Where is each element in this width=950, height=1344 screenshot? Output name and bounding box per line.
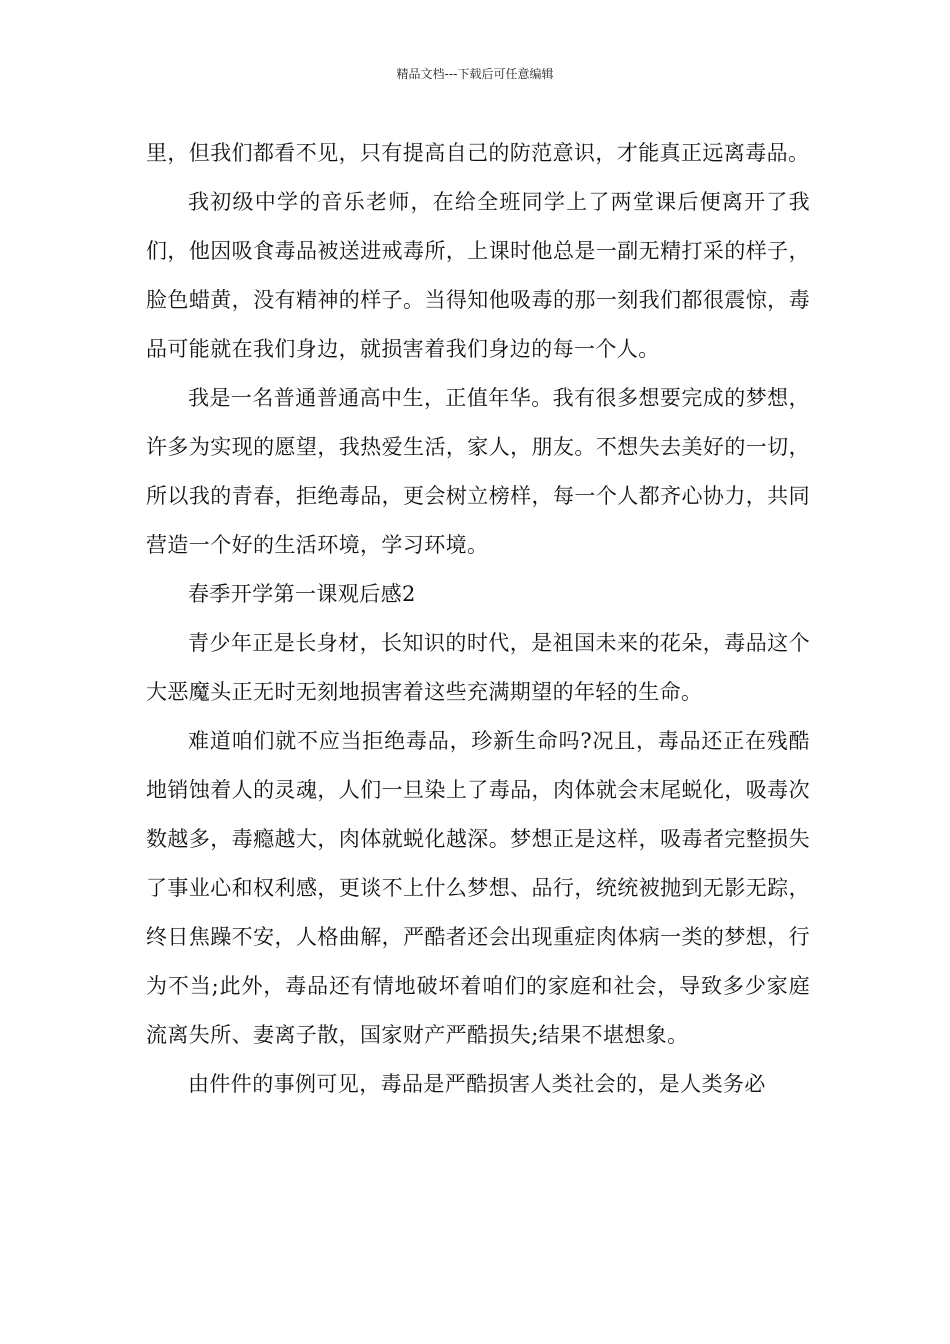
paragraph-continued: 里，但我们都看不见，只有提高自己的防范意识，才能真正远离毒品。 — [146, 141, 810, 165]
paragraph: 由件件的事例可见，毒品是严酷损害人类社会的，是人类务必 — [188, 1072, 766, 1096]
paragraph: 我初级中学的音乐老师，在给全班同学上了两堂课后便离开了我们，他因吸食毒品被送进戒毒所，上课时他总是一副无精打采的样子，脸色蜡黄，没有精神的样子。当得知他吸毒的那一刻我们都很震惊，毒品可能就在我们身边，就损害着我们身边的每一个人。 — [146, 190, 810, 361]
section-heading: 春季开学第一课观后感2 — [188, 582, 416, 606]
page-header: 精品文档---下载后可任意编辑 — [396, 67, 554, 81]
document-body — [146, 129, 810, 1109]
paragraph: 难道咱们就不应当拒绝毒品，珍新生命吗?况且，毒品还正在残酷地销蚀着人的灵魂，人们一旦染上了毒品，肉体就会末尾蜕化，吸毒次数越多，毒瘾越大，肉体就蜕化越深。梦想正是这样，吸毒者完整损失了事业心和权利感，更谈不上什么梦想、品行，统统被抛到无影无踪，终日焦躁不安，人格曲解，严酷者还会出现重症肉体病一类的梦想，行为不当;此外，毒品还有情地破坏着咱们的家庭和社会，导致多少家庭流离失所、妻离子散，国家财产严酷损失;结果不堪想象。 — [146, 729, 810, 1047]
paragraph: 我是一名普通普通高中生，正值年华。我有很多想要完成的梦想，许多为实现的愿望，我热爱生活，家人，朋友。不想失去美好的一切，所以我的青春，拒绝毒品，更会树立榜样，每一个人都齐心协力，共同营造一个好的生活环境，学习环境。 — [146, 386, 810, 557]
paragraph: 青少年正是长身材，长知识的时代，是祖国未来的花朵，毒品这个大恶魔头正无时无刻地损害着这些充满期望的年轻的生命。 — [146, 631, 810, 704]
